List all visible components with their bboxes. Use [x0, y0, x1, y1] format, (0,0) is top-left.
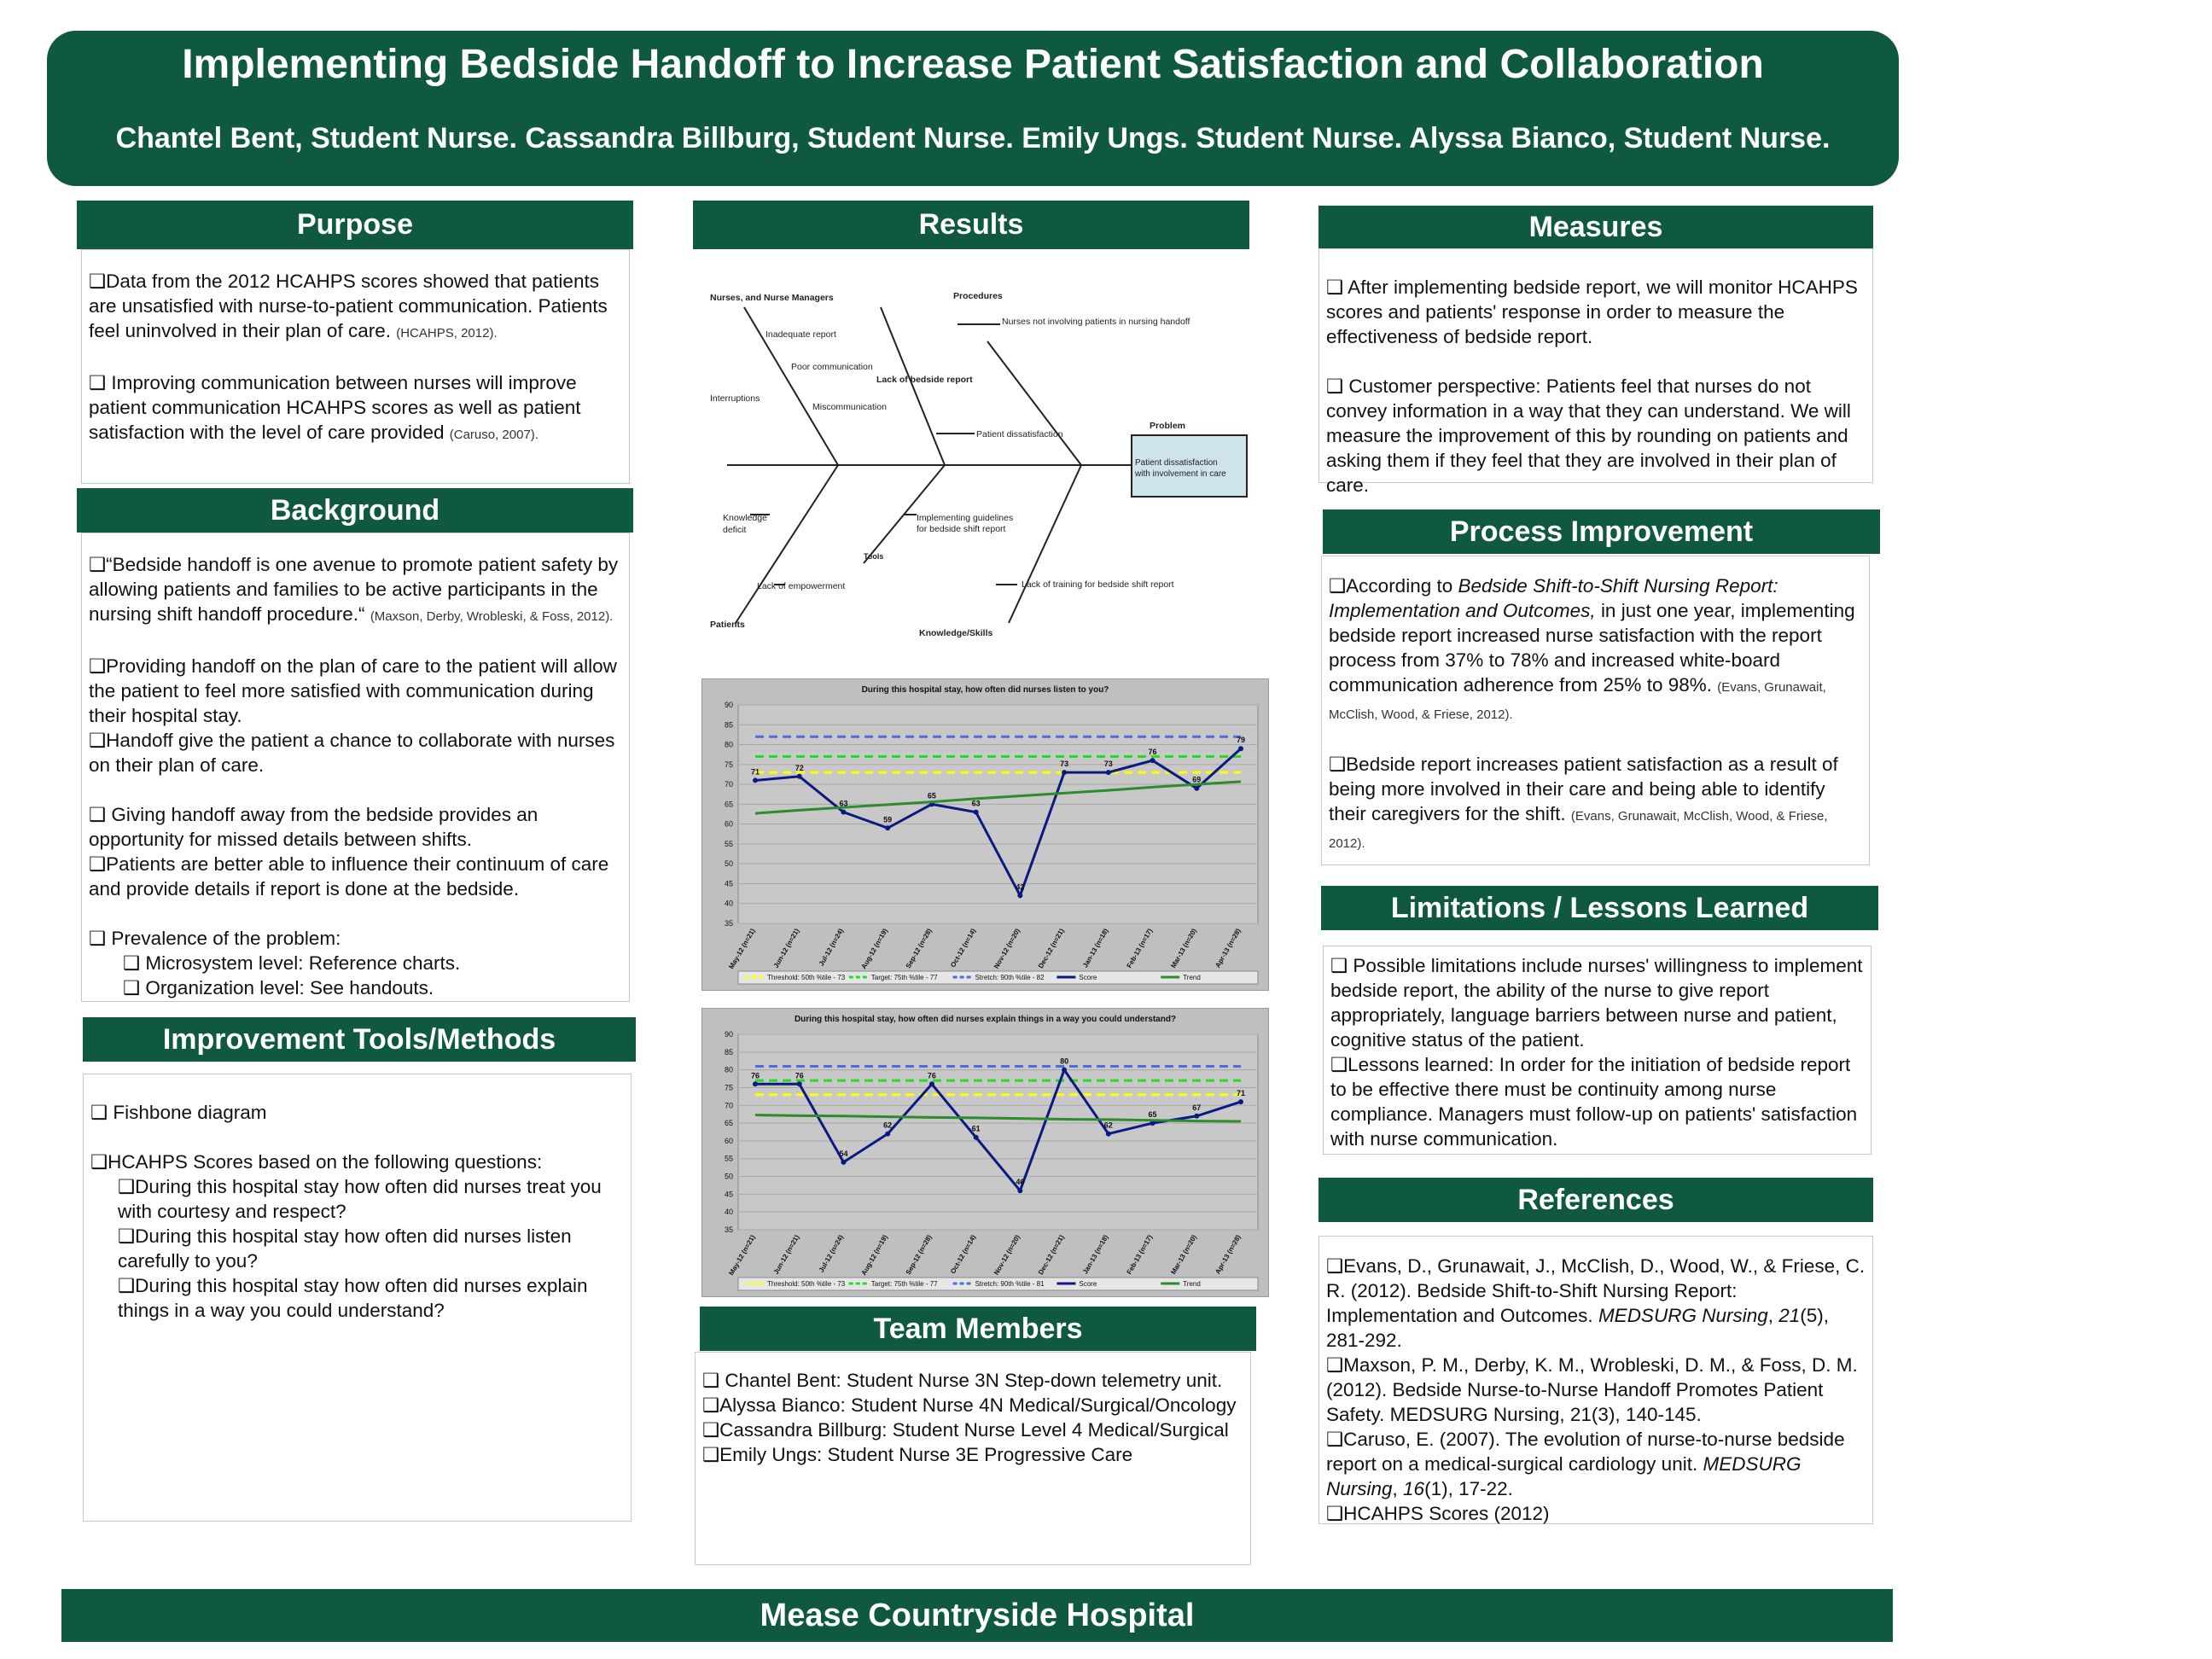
c0-legend-label-0: Threshold: 50th %tile - 73 — [767, 974, 846, 981]
c1-label-10: 67 — [1192, 1103, 1202, 1112]
fishbone-label-guidelines-2: for bedside shift report — [917, 524, 1006, 534]
measures-box — [1318, 248, 1873, 496]
c1-ytick-7: 70 — [724, 1101, 733, 1110]
c1-label-0: 76 — [750, 1071, 760, 1080]
c1-label-7: 80 — [1060, 1057, 1069, 1066]
c0-xtick-3: Aug-12 (n=19) — [859, 927, 889, 971]
limitations-p2: ❑Lessons learned: In order for the initiation of bedside report to be effective there must be continuity among nurse compliance. Managers must follow-up on patients' satisfaction with nurse communication. — [1330, 1054, 1858, 1150]
c0-ytick-8: 75 — [724, 760, 733, 769]
c1-xtick-9: Feb-13 (n=17) — [1125, 1233, 1155, 1276]
c0-point-6 — [1017, 893, 1022, 898]
c1-xtick-6: Nov-12 (n=20) — [992, 1233, 1022, 1277]
c0-xtick-1: Jun-12 (n=21) — [771, 927, 801, 969]
c0-point-8 — [1106, 770, 1111, 775]
team-box — [695, 1352, 1251, 1565]
c0-legend-label-1: Target: 75th %tile - 77 — [870, 974, 938, 981]
c0-label-2: 63 — [839, 799, 848, 808]
c1-ytick-2: 45 — [724, 1190, 733, 1199]
purpose-p1-cite: (HCAHPS, 2012). — [396, 326, 498, 341]
c1-label-5: 61 — [971, 1124, 981, 1133]
measures-p2: ❑ Customer perspective: Patients feel that nurses do not convey information in a way that they can understand. We will measure the improvement of this by rounding on patients and asking them if they feel that they are involved in their plan of care. — [1326, 375, 1851, 496]
process-p2: ❑Bedside report increases patient satisfaction as a result of being more involved in their care and being able to identify their caregivers for the shift. — [1329, 754, 1838, 824]
c1-ytick-9: 80 — [724, 1065, 733, 1074]
reference-3-journal: MEDSURG Nursing — [1326, 1453, 1802, 1499]
c0-point-0 — [753, 777, 758, 783]
process-p2-cite: (Evans, Grunawait, McClish, Wood, & Friese, 2012). — [1329, 809, 1828, 851]
tools-p2: ❑HCAHPS Scores based on the following questions: — [90, 1151, 543, 1173]
c0-point-5 — [974, 810, 979, 815]
background-p2: ❑Providing handoff on the plan of care to the patient will allow the patient to feel more satisfied with communication during their hospital stay. — [89, 655, 617, 726]
c1-legend-label-3: Score — [1079, 1280, 1097, 1288]
c1-ytick-10: 85 — [724, 1047, 733, 1057]
c0-point-7 — [1062, 770, 1067, 775]
c0-label-5: 63 — [971, 799, 981, 808]
team-member-2: ❑Alyssa Bianco: Student Nurse 4N Medical/Surgical/Oncology — [702, 1394, 1237, 1416]
c0-label-10: 69 — [1192, 775, 1202, 784]
c1-label-3: 62 — [883, 1121, 893, 1130]
process-text-2 — [1329, 752, 1864, 856]
c0-ytick-0: 35 — [724, 919, 733, 928]
fishbone-label-training: Lack of training for bedside shift report — [1022, 579, 1174, 590]
c0-label-3: 59 — [883, 815, 893, 824]
c1-xtick-4: Sep-12 (n=28) — [904, 1233, 934, 1277]
c0-point-11 — [1238, 746, 1243, 751]
fishbone-label-empower: Lack of empowerment — [757, 581, 846, 591]
purpose-p2: ❑ Improving communication between nurses will improve patient communication HCAHPS scores as well as patient satisfaction with the level of care provided — [89, 372, 581, 443]
c0-xtick-5: Oct-12 (n=14) — [949, 927, 978, 969]
fishbone-problem-text-1: Patient dissatisfaction — [1135, 458, 1218, 468]
c1-point-1 — [797, 1081, 802, 1086]
fishbone-bone-skills — [1009, 465, 1081, 623]
chart-listen — [701, 678, 1269, 991]
poster-authors: Chantel Bent, Student Nurse. Cassandra Billburg, Student Nurse. Emily Ungs. Student Nurse. Alyssa Bianco, Student Nurse. — [115, 122, 1831, 154]
c1-legend-label-0: Threshold: 50th %tile - 73 — [767, 1280, 846, 1288]
reference-3-volume: 16 — [1403, 1478, 1425, 1499]
background-p5: ❑Patients are better able to influence their continuum of care and provide details if report is done at the bedside. — [89, 853, 609, 899]
c0-ytick-9: 80 — [724, 740, 733, 749]
c0-ytick-11: 90 — [724, 701, 733, 709]
c1-plot-area — [738, 1034, 1258, 1230]
reference-2: ❑Maxson, P. M., Derby, K. M., Wrobleski, D. M., & Foss, D. M. (2012). Bedside Nurse-to-Nurse Handoff Promotes Patient Safety. MEDSURG Nursing, 21(3), 140-145. — [1326, 1354, 1858, 1425]
c0-xtick-2: Jul-12 (n=24) — [817, 927, 846, 968]
team-member-1: ❑ Chantel Bent: Student Nurse 3N Step-down telemetry unit. — [702, 1370, 1223, 1391]
team-member-4: ❑Emily Ungs: Student Nurse 3E Progressive Care — [702, 1444, 1133, 1465]
process-p1-title: Bedside Shift-to-Shift Nursing Report: Implementation and Outcomes, — [1329, 575, 1778, 621]
c0-ytick-3: 50 — [724, 859, 733, 869]
fishbone-label-tools: Tools — [864, 552, 884, 561]
c1-legend-label-1: Target: 75th %tile - 77 — [870, 1280, 938, 1288]
tools-p1: ❑ Fishbone diagram — [90, 1102, 267, 1123]
purpose-p2-cite: (Caruso, 2007). — [449, 428, 538, 442]
c0-label-9: 76 — [1148, 748, 1157, 757]
c0-ytick-6: 65 — [724, 800, 733, 809]
process-header: Process Improvement — [1323, 509, 1880, 554]
c1-point-11 — [1238, 1099, 1243, 1104]
fishbone-label-patients: Patients — [710, 620, 745, 630]
c1-label-2: 54 — [839, 1149, 848, 1158]
background-p1: ❑“Bedside handoff is one avenue to promote patient safety by allowing patients and families to be active participants in the nursing shift handoff procedure.“ — [89, 554, 619, 625]
process-p1-cite: (Evans, Grunawait, McClish, Wood, & Friese, 2012). — [1329, 680, 1826, 722]
c0-ytick-7: 70 — [724, 780, 733, 789]
reference-4: ❑HCAHPS Scores (2012) — [1326, 1503, 1550, 1524]
c0-ytick-1: 40 — [724, 899, 733, 908]
fishbone-problem-text-2: with involvement in care — [1135, 469, 1226, 479]
c1-xtick-1: Jun-12 (n=21) — [771, 1233, 801, 1276]
references-header: References — [1318, 1178, 1873, 1222]
fishbone-label-inadequate: Inadequate report — [765, 329, 836, 340]
c1-ytick-5: 60 — [724, 1136, 733, 1145]
c1-label-9: 65 — [1148, 1110, 1157, 1120]
c0-xtick-6: Nov-12 (n=20) — [992, 927, 1022, 970]
reference-1-a: ❑Evans, D., Grunawait, J., McClish, D., Wood, W., & Friese, C. R. (2012). Bedside Shift-to-Shift Nursing Report: Implementation and Outcomes. — [1326, 1255, 1866, 1326]
c1-point-7 — [1062, 1068, 1067, 1073]
poster-title: Implementing Bedside Handoff to Increase Patient Satisfaction and Collaboration — [182, 42, 1764, 87]
background-p6: ❑ Prevalence of the problem: — [89, 928, 341, 949]
c0-xtick-9: Feb-13 (n=17) — [1125, 927, 1155, 969]
c0-label-6: 42 — [1016, 882, 1025, 892]
fishbone-label-lack-report: Lack of bedside report — [876, 375, 973, 385]
background-p1-cite: (Maxson, Derby, Wrobleski, & Foss, 2012). — [370, 609, 614, 624]
fishbone-label-problem: Problem — [1150, 421, 1186, 431]
tools-box — [83, 1074, 632, 1522]
footer-banner: Mease Countryside Hospital — [61, 1589, 1893, 1642]
process-p1-a: ❑According to — [1329, 575, 1453, 597]
c0-point-10 — [1194, 786, 1199, 791]
background-p8: ❑ Organization level: See handouts. — [123, 977, 434, 998]
fishbone-label-miscomm: Miscommunication — [812, 402, 887, 412]
fishbone-label-nurses: Nurses, and Nurse Managers — [710, 293, 834, 303]
tools-q3: ❑During this hospital stay how often did nurses explain things in a way you could understand? — [118, 1275, 588, 1321]
c1-xtick-7: Dec-12 (n=21) — [1036, 1233, 1066, 1277]
c0-ytick-4: 55 — [724, 839, 733, 848]
purpose-box — [81, 249, 630, 484]
c1-xtick-11: Apr-13 (n=28) — [1214, 1233, 1243, 1276]
fishbone-bone-patients — [736, 465, 838, 623]
c0-legend-label-3: Score — [1079, 974, 1097, 981]
background-p3: ❑Handoff give the patient a chance to collaborate with nurses on their plan of care. — [89, 730, 615, 776]
c1-label-8: 62 — [1103, 1121, 1113, 1130]
tools-q1: ❑During this hospital stay how often did nurses treat you with courtesy and respect? — [118, 1176, 602, 1222]
c0-legend-label-4: Trend — [1183, 974, 1201, 981]
reference-1-volume: 21 — [1778, 1305, 1801, 1326]
purpose-text-2 — [89, 370, 624, 447]
references-box — [1318, 1236, 1873, 1524]
c1-title: During this hospital stay, how often did nurses explain things in a way you could understand? — [794, 1015, 1177, 1024]
reference-3-b: (1), 17-22. — [1424, 1478, 1513, 1499]
c0-xtick-4: Sep-12 (n=28) — [904, 927, 934, 970]
fishbone-label-poor-comm: Poor communication — [791, 362, 873, 372]
c0-label-0: 71 — [750, 767, 760, 777]
c1-point-6 — [1017, 1188, 1022, 1193]
c1-point-5 — [974, 1135, 979, 1140]
c0-xtick-8: Jan-13 (n=18) — [1081, 927, 1110, 969]
c0-label-7: 73 — [1060, 760, 1069, 769]
c1-point-0 — [753, 1081, 758, 1086]
c1-legend-label-2: Stretch: 90th %tile - 81 — [975, 1280, 1045, 1288]
c1-label-6: 46 — [1016, 1178, 1025, 1187]
fishbone-label-guidelines-1: Implementing guidelines — [917, 513, 1014, 523]
chart-explain — [701, 1008, 1269, 1297]
c1-xtick-3: Aug-12 (n=19) — [859, 1233, 889, 1278]
c1-point-4 — [929, 1081, 934, 1086]
c1-point-2 — [841, 1160, 846, 1165]
reference-1: ❑Evans, D., Grunawait, J., McClish, D., Wood, W., & Friese, C. R. (2012). Bedside Shift-to-Shift Nursing Report: Implementation and Outcomes. MEDSURG Nursing, 21(5), 281-292. — [1326, 1255, 1866, 1351]
fishbone-bone-procedures — [881, 307, 945, 465]
process-text-1 — [1329, 573, 1864, 727]
measures-p1: ❑ After implementing bedside report, we will monitor HCAHPS scores and patients' response in order to measure the effectiveness of bedside report. — [1326, 276, 1858, 347]
c1-xtick-8: Jan-13 (n=18) — [1081, 1233, 1110, 1276]
c1-ytick-3: 50 — [724, 1172, 733, 1181]
c1-ytick-6: 65 — [724, 1119, 733, 1128]
fishbone-label-skills: Knowledge/Skills — [919, 628, 993, 638]
chart-explain-svg — [702, 1009, 1268, 1296]
c0-point-2 — [841, 810, 846, 815]
c0-label-8: 73 — [1103, 760, 1113, 769]
c0-label-1: 72 — [795, 763, 804, 772]
limitations-header: Limitations / Lessons Learned — [1321, 886, 1878, 930]
fishbone-label-not-involving: Nurses not involving patients in nursing handoff — [1002, 317, 1190, 327]
c1-xtick-0: May-12 (n=21) — [727, 1233, 757, 1278]
c1-ytick-11: 90 — [724, 1030, 733, 1039]
fishbone-label-knowledge-1: Knowledge — [723, 513, 767, 523]
background-p7: ❑ Microsystem level: Reference charts. — [123, 952, 461, 974]
c0-label-11: 79 — [1236, 736, 1246, 745]
c1-ytick-1: 40 — [724, 1208, 733, 1217]
c0-legend-label-2: Stretch: 90th %tile - 82 — [975, 974, 1045, 981]
c1-point-8 — [1106, 1132, 1111, 1137]
c0-point-9 — [1150, 758, 1155, 763]
team-member-3: ❑Cassandra Billburg: Student Nurse Level 4 Medical/Surgical — [702, 1419, 1229, 1441]
c0-xtick-0: May-12 (n=21) — [727, 927, 757, 971]
c1-point-10 — [1194, 1114, 1199, 1119]
c0-xtick-11: Apr-13 (n=28) — [1214, 927, 1243, 969]
reference-3-a: ❑Caruso, E. (2007). The evolution of nurse-to-nurse bedside report on a medical-surgical cardiology unit. — [1326, 1429, 1845, 1475]
chart-listen-svg — [702, 679, 1268, 990]
c0-ytick-2: 45 — [724, 879, 733, 888]
c0-label-4: 65 — [927, 791, 936, 800]
team-header: Team Members — [700, 1307, 1256, 1351]
c0-xtick-7: Dec-12 (n=21) — [1036, 927, 1066, 970]
process-p1-c: in just one year, implementing bedside report increased nurse satisfaction with the report process from 37% to 78% and increased white-board communication adherence from 25% to 98%. — [1329, 600, 1855, 696]
purpose-header: Purpose — [77, 201, 633, 249]
c0-ytick-10: 85 — [724, 720, 733, 730]
c0-title: During this hospital stay, how often did nurses listen to you? — [861, 685, 1109, 695]
background-text-1 — [89, 552, 624, 629]
measures-header: Measures — [1318, 206, 1873, 248]
background-header: Background — [77, 488, 633, 533]
purpose-text-1 — [89, 269, 624, 346]
background-p4: ❑ Giving handoff away from the bedside provides an opportunity for missed details between shifts. — [89, 804, 538, 850]
c0-xtick-10: Mar-13 (n=20) — [1169, 927, 1199, 969]
limitations-p1: ❑ Possible limitations include nurses' willingness to implement bedside report, the ability of the nurse to give report appropriately, language barriers between nurse and patient, cognitive status of the patient. — [1330, 955, 1863, 1051]
c0-ytick-5: 60 — [724, 819, 733, 829]
tools-header: Improvement Tools/Methods — [83, 1017, 636, 1062]
c1-xtick-2: Jul-12 (n=24) — [817, 1233, 846, 1274]
c1-legend-label-4: Trend — [1183, 1280, 1201, 1288]
fishbone-label-pt-dissat: Patient dissatisfaction — [976, 429, 1063, 439]
limitations-box — [1323, 946, 1871, 1155]
reference-1-journal: MEDSURG Nursing — [1598, 1305, 1768, 1326]
background-box — [81, 533, 630, 1002]
c1-xtick-5: Oct-12 (n=14) — [949, 1233, 978, 1276]
results-header: Results — [693, 201, 1249, 249]
fishbone-diagram — [693, 273, 1256, 649]
title-banner — [47, 31, 1899, 186]
purpose-p1: ❑Data from the 2012 HCAHPS scores showed that patients are unsatisfied with nurse-to-patient communication. Patients feel uninvolved in their plan of care. — [89, 271, 608, 341]
fishbone-label-knowledge-2: deficit — [723, 525, 747, 535]
c0-point-1 — [797, 774, 802, 779]
fishbone-label-procedures: Procedures — [953, 291, 1003, 301]
c1-point-3 — [885, 1132, 890, 1137]
tools-q2: ❑During this hospital stay how often did nurses listen carefully to you? — [118, 1225, 572, 1272]
fishbone-label-interruptions: Interruptions — [710, 393, 760, 404]
c1-ytick-4: 55 — [724, 1154, 733, 1163]
c1-xtick-10: Mar-13 (n=20) — [1169, 1233, 1199, 1276]
process-box — [1321, 556, 1870, 865]
reference-1-b: (5), 281-292. — [1326, 1305, 1830, 1351]
c1-label-1: 76 — [795, 1071, 804, 1080]
c0-point-3 — [885, 825, 890, 830]
c1-ytick-8: 75 — [724, 1083, 733, 1092]
reference-3: ❑Caruso, E. (2007). The evolution of nurse-to-nurse bedside report on a medical-surgical cardiology unit. MEDSURG Nursing, 16(1), 17-22. — [1326, 1429, 1845, 1499]
c1-ytick-0: 35 — [724, 1225, 733, 1234]
fishbone-bone-report — [987, 341, 1081, 465]
c1-label-11: 71 — [1236, 1089, 1246, 1098]
c1-label-4: 76 — [927, 1071, 936, 1080]
